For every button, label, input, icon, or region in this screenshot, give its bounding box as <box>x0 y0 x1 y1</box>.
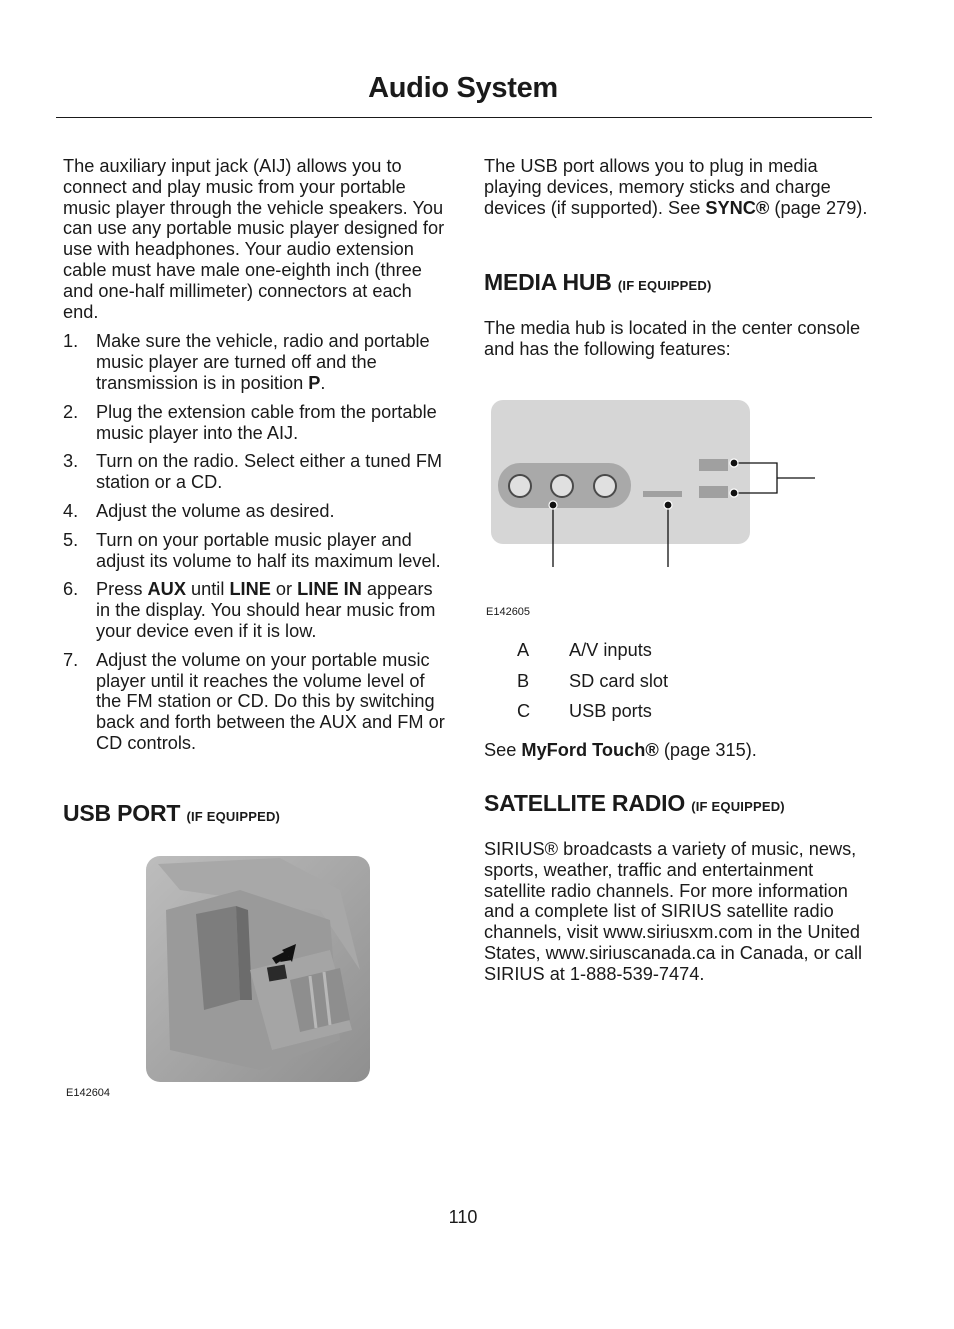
step-emphasis: LINE IN <box>297 579 362 600</box>
step-emphasis: P <box>308 372 321 393</box>
step-text: Press <box>96 579 148 600</box>
right-column <box>484 156 874 218</box>
step-text: until <box>185 579 230 600</box>
step-number: 7. <box>63 649 79 670</box>
list-item <box>63 451 447 493</box>
list-item <box>63 331 447 393</box>
av-jack-icon <box>594 475 616 497</box>
legend-letter: C <box>517 701 531 721</box>
step-text: . <box>320 372 326 393</box>
left-column <box>63 156 447 762</box>
list-item <box>63 579 447 641</box>
legend-text: SD card slot <box>569 671 669 691</box>
sync-reference: SYNC® <box>705 197 770 218</box>
step-text: Turn on the radio. Select either a tuned FM station or a CD. <box>96 451 443 493</box>
aij-intro-paragraph: The auxiliary input jack (AIJ) allows you to connect and play music from your portable music player through the vehicle speakers. You can use any portable music player designed for use with headphones. Your audio extension cable must have male one-eighth inch (three and one-half millimeter) connectors at each end. <box>63 156 445 322</box>
step-text: Turn on your portable music player and adjust its volume to half its maximum level. <box>96 529 441 571</box>
list-item <box>63 501 447 522</box>
heading-text: SATELLITE RADIO <box>484 790 686 816</box>
usb-port-slot <box>699 459 728 471</box>
paragraph-text: The USB port allows you to plug in media playing devices, memory sticks and charge devices (if supported). See <box>484 156 831 218</box>
usb-paragraph <box>484 156 874 218</box>
list-item <box>63 650 447 754</box>
myford-reference <box>484 740 757 761</box>
heading-qualifier: (IF EQUIPPED) <box>691 799 785 814</box>
step-text: appears in the display. You should hear music from your device even if it is low. <box>96 579 436 641</box>
aij-steps-list <box>63 331 447 753</box>
title-divider <box>56 117 872 118</box>
media-figure-id: E142605 <box>486 606 531 618</box>
legend-letter: A <box>517 640 530 660</box>
step-number: 5. <box>63 529 79 550</box>
media-hub-intro: The media hub is located in the center console and has the following features: <box>484 318 861 359</box>
usb-figure-id: E142604 <box>66 1087 111 1099</box>
media-hub-heading <box>484 269 712 299</box>
step-text: Plug the extension cable from the portable music player into the AIJ. <box>96 401 437 443</box>
step-number: 4. <box>63 500 79 521</box>
list-item <box>63 530 447 572</box>
legend-letter: B <box>517 671 530 691</box>
step-text: Adjust the volume as desired. <box>96 500 335 521</box>
step-number: 6. <box>63 579 79 600</box>
step-text: or <box>270 579 298 600</box>
legend-text: USB ports <box>569 701 652 721</box>
paragraph-text: (page 279). <box>769 197 868 218</box>
av-jack-icon <box>509 475 531 497</box>
usb-port-slot <box>699 486 728 498</box>
usb-port-heading <box>63 800 280 830</box>
heading-qualifier: (IF EQUIPPED) <box>186 809 281 824</box>
heading-text: MEDIA HUB <box>484 269 612 295</box>
step-text: Make sure the vehicle, radio and portable music player are turned off and the transmission is in position <box>96 331 430 393</box>
list-item <box>63 402 447 444</box>
sd-card-slot <box>643 491 682 497</box>
satellite-radio-heading <box>484 790 785 820</box>
satellite-radio-paragraph: SIRIUS® broadcasts a variety of music, news, sports, weather, traffic and entertainment satellite radio channels. For more information and a complete list of SIRIUS satellite radio channels, visit www.siriusxm.com in the United States, www.siriuscanada.ca in Canada, or call SIRIUS at 1-888-539-7474. <box>484 839 863 984</box>
step-text: Adjust the volume on your portable music player until it reaches the volume level of the FM station or CD. Do this by switching back and forth between the AUX and FM or CD controls. <box>96 649 445 753</box>
step-number: 1. <box>63 331 79 352</box>
step-emphasis: LINE <box>229 579 271 600</box>
media-hub-diagram <box>486 395 820 575</box>
step-emphasis: AUX <box>147 579 186 600</box>
av-jack-icon <box>551 475 573 497</box>
usb-port-illustration <box>140 850 376 1088</box>
page-title: Audio System <box>368 72 558 104</box>
heading-text: USB PORT <box>63 800 181 826</box>
heading-qualifier: (IF EQUIPPED) <box>617 278 712 293</box>
page-number: 110 <box>448 1207 478 1227</box>
paragraph-text: See <box>484 740 522 760</box>
step-number: 2. <box>63 401 79 422</box>
myford-link: MyFord Touch® <box>521 740 659 760</box>
step-number: 3. <box>63 451 79 472</box>
paragraph-text: (page 315). <box>658 740 757 760</box>
legend-text: A/V inputs <box>569 640 652 660</box>
